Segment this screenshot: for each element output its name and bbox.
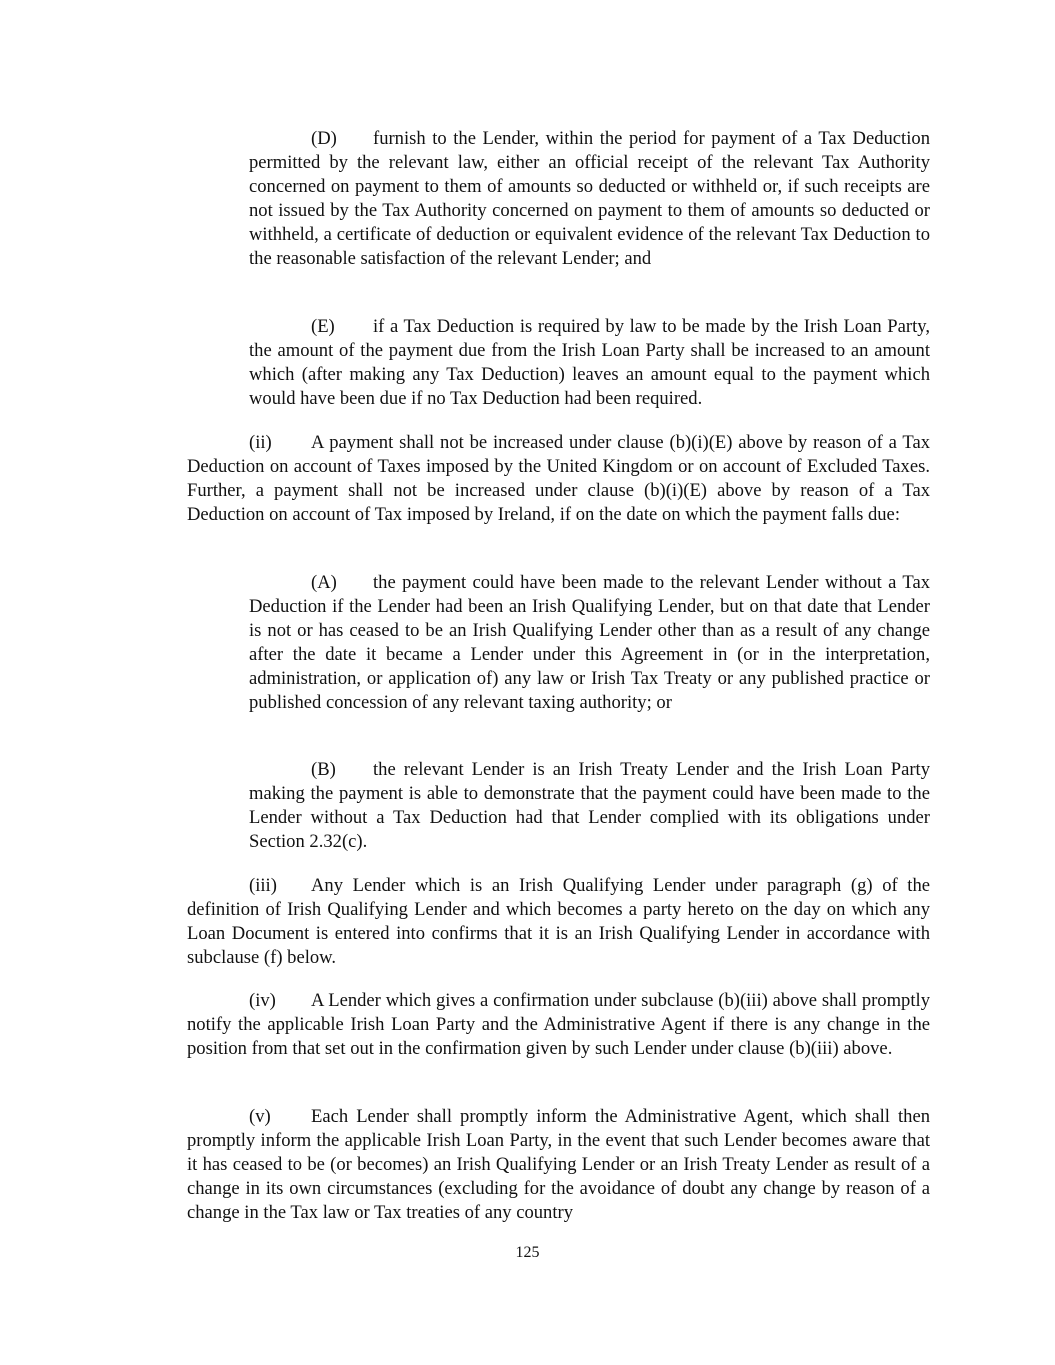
paragraph-label: (iv) [249, 990, 276, 1011]
paragraph-text: Any Lender which is an Irish Qualifying Lender under paragraph (g) of the definition of Irish Qualifying Lender and which becomes a party hereto on the day on which any Loan Document is entered into confirms that it is an Irish Qualifying Lender in accordance with subclause (f) below. [187, 875, 930, 968]
paragraph-label: (iii) [249, 875, 277, 896]
paragraph-label: (B) [311, 759, 336, 780]
paragraph-iii [187, 874, 930, 970]
paragraph-label: (A) [311, 572, 337, 593]
paragraph-d [249, 127, 930, 271]
paragraph-v [187, 1105, 930, 1225]
paragraph-ii [187, 431, 930, 527]
paragraph-e [249, 315, 930, 411]
paragraph-iv [187, 989, 930, 1061]
paragraph-label: (D) [311, 128, 337, 149]
paragraph-label: (v) [249, 1106, 271, 1127]
paragraph-text: the payment could have been made to the relevant Lender without a Tax Deduction if the Lender had been an Irish Qualifying Lender, but on that date that Lender is not or has ceased to be an Irish Qualifying Lender other than as a result of any change after the date it became a Lender under this Agreement in (or in the interpretation, administration, or application of) any law or Irish Tax Treaty or any published practice or published concession of any relevant taxing authority; or [249, 572, 930, 713]
page-number: 125 [515, 1244, 540, 1261]
paragraph-a [249, 571, 930, 715]
paragraph-text: furnish to the Lender, within the period for payment of a Tax Deduction permitted by the relevant law, either an official receipt of the relevant Tax Authority concerned on payment to them of amounts so deducted or withheld or, if such receipts are not issued by the Tax Authority concerned on payment to them of amounts so deducted or withheld, a certificate of deduction or equivalent evidence of the relevant Tax Deduction to the reasonable satisfaction of the relevant Lender; and [249, 128, 930, 269]
paragraph-text: A payment shall not be increased under clause (b)(i)(E) above by reason of a Tax Deduction on account of Taxes imposed by the United Kingdom or on account of Excluded Taxes. Further, a payment shall not be increased under clause (b)(i)(E) above by reason of a Tax Deduction on account of Tax imposed by Ireland, if on the date on which the payment falls due: [187, 432, 930, 525]
paragraph-text: Each Lender shall promptly inform the Administrative Agent, which shall then promptly inform the applicable Irish Loan Party, in the event that such Lender becomes aware that it has ceased to be (or becomes) an Irish Qualifying Lender or an Irish Treaty Lender as result of a change in its own circumstances (excluding for the avoidance of doubt any change by reason of a change in the Tax law or Tax treaties of any country [187, 1106, 930, 1223]
paragraph-text: the relevant Lender is an Irish Treaty Lender and the Irish Loan Party making the payment is able to demonstrate that the payment could have been made to the Lender without a Tax Deduction had that Lender complied with its obligations under Section 2.32(c). [249, 759, 930, 852]
paragraph-b [249, 758, 930, 854]
paragraph-label: (ii) [249, 432, 272, 453]
paragraph-label: (E) [311, 316, 335, 337]
paragraph-text: if a Tax Deduction is required by law to be made by the Irish Loan Party, the amount of the payment due from the Irish Loan Party shall be increased to an amount which (after making any Tax Deduction) leaves an amount equal to the payment which would have been due if no Tax Deduction had been required. [249, 316, 930, 409]
paragraph-text: A Lender which gives a confirmation under subclause (b)(iii) above shall promptly notify the applicable Irish Loan Party and the Administrative Agent if there is any change in the position from that set out in the confirmation given by such Lender under clause (b)(iii) above. [187, 990, 930, 1059]
